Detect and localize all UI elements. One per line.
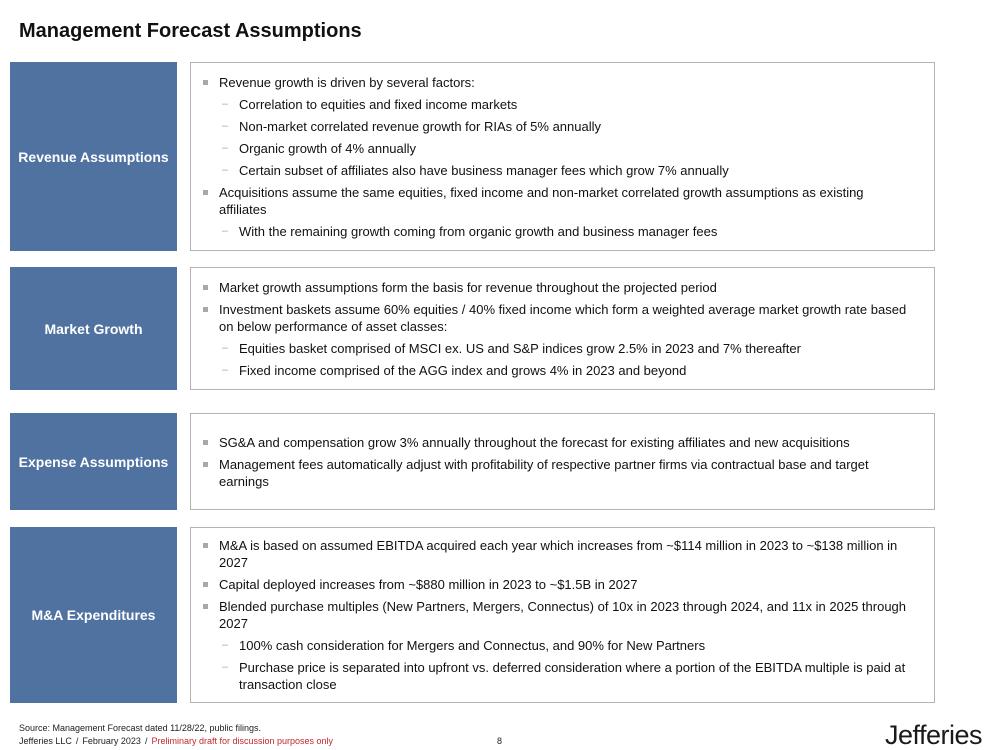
square-bullet-icon: [203, 307, 208, 312]
bullet-text: Acquisitions assume the same equities, fixed income and non-market correlated growth assumptions as existing affiliates: [219, 184, 864, 217]
section-market-growth: [10, 267, 935, 390]
section-content: [190, 527, 935, 703]
section-content: [190, 267, 935, 390]
section-content: [190, 62, 935, 251]
section-label: Revenue Assumptions: [10, 62, 177, 251]
square-bullet-icon: [203, 285, 208, 290]
dash-bullet-icon: –: [222, 163, 229, 176]
bullet-text: Investment baskets assume 60% equities / 40% fixed income which form a weighted average market growth rate based on below performance of asset classes:: [219, 301, 907, 334]
sub-bullet-item: [199, 140, 910, 157]
dash-bullet-icon: –: [222, 639, 229, 651]
section-label: Market Growth: [10, 267, 177, 390]
bullet-text: SG&A and compensation grow 3% annually throughout the forecast for existing affiliates and new acquisitions: [219, 434, 850, 450]
bullet-item: [199, 301, 910, 335]
square-bullet-icon: [203, 80, 208, 85]
sub-bullet-item: [199, 223, 910, 240]
bullet-item: [199, 74, 910, 91]
sub-bullet-item: [199, 340, 910, 357]
dash-bullet-icon: –: [222, 224, 229, 237]
page-title: Management Forecast Assumptions: [19, 20, 362, 42]
dash-bullet-icon: –: [222, 341, 229, 354]
square-bullet-icon: [203, 190, 208, 195]
bullet-text: With the remaining growth coming from organic growth and business manager fees: [239, 223, 718, 239]
sub-bullet-item: [199, 162, 910, 179]
jefferies-logo: Jefferies: [884, 720, 982, 750]
bullet-text: Revenue growth is driven by several factors:: [219, 74, 475, 90]
sub-bullet-item: [199, 362, 910, 379]
square-bullet-icon: [203, 462, 208, 467]
bullet-text: M&A is based on assumed EBITDA acquired each year which increases from ~$114 million in 2023 to ~$138 million in 2027: [219, 538, 898, 570]
bullet-text: Organic growth of 4% annually: [239, 140, 417, 156]
bullet-text: Non-market correlated revenue growth for RIAs of 5% annually: [239, 118, 602, 134]
page-number: 8: [497, 736, 503, 746]
bullet-text: Capital deployed increases from ~$880 million in 2023 to ~$1.5B in 2027: [219, 577, 638, 592]
bullet-text: Blended purchase multiples (New Partners, Mergers, Connectus) of 10x in 2023 through 2024, and 11x in 2025 through 2027: [219, 599, 907, 631]
bullet-item: [199, 184, 910, 218]
sub-bullet-item: [199, 659, 910, 693]
bullet-text: Correlation to equities and fixed income markets: [239, 96, 518, 112]
square-bullet-icon: [203, 604, 208, 609]
footer-line: [19, 736, 333, 746]
bullet-text: Equities basket comprised of MSCI ex. US and S&P indices grow 2.5% in 2023 and 7% thereafter: [239, 340, 801, 356]
section-content: [190, 413, 935, 510]
sub-bullet-item: [199, 96, 910, 113]
bullet-item: [199, 537, 910, 571]
footer-date: February 2023: [82, 736, 141, 746]
bullet-item: [199, 598, 910, 632]
square-bullet-icon: [203, 440, 208, 445]
sub-bullet-item: [199, 637, 910, 654]
section-label: M&A Expenditures: [10, 527, 177, 703]
section-expense-assumptions: [10, 413, 935, 510]
dash-bullet-icon: –: [222, 119, 229, 132]
bullet-item: [199, 456, 910, 490]
dash-bullet-icon: –: [222, 661, 229, 673]
dash-bullet-icon: –: [222, 141, 229, 154]
bullet-text: Market growth assumptions form the basis for revenue throughout the projected period: [219, 279, 717, 295]
dash-bullet-icon: –: [222, 363, 229, 376]
bullet-item: [199, 434, 910, 451]
square-bullet-icon: [203, 582, 208, 587]
bullet-item: [199, 279, 910, 296]
bullet-text: Management fees automatically adjust with profitability of respective partner firms via contractual base and target earnings: [219, 456, 869, 489]
bullet-text: 100% cash consideration for Mergers and Connectus, and 90% for New Partners: [239, 638, 706, 653]
footer-separator: /: [75, 736, 79, 746]
section-ma-expenditures: [10, 527, 935, 703]
bullet-text: Certain subset of affiliates also have business manager fees which grow 7% annually: [239, 162, 729, 178]
footer-company: Jefferies LLC: [19, 736, 72, 746]
sub-bullet-item: [199, 118, 910, 135]
section-label: Expense Assumptions: [10, 413, 177, 510]
square-bullet-icon: [203, 543, 208, 548]
dash-bullet-icon: –: [222, 97, 229, 110]
bullet-text: Fixed income comprised of the AGG index and grows 4% in 2023 and beyond: [239, 362, 687, 378]
draft-notice: Preliminary draft for discussion purposes only: [151, 736, 334, 746]
footer-separator: /: [144, 736, 148, 746]
section-revenue-assumptions: [10, 62, 935, 251]
bullet-item: [199, 576, 910, 593]
bullet-text: Purchase price is separated into upfront vs. deferred consideration where a portion of the EBITDA multiple is paid at transaction close: [239, 660, 906, 692]
source-note: Source: Management Forecast dated 11/28/22, public filings.: [19, 723, 261, 733]
